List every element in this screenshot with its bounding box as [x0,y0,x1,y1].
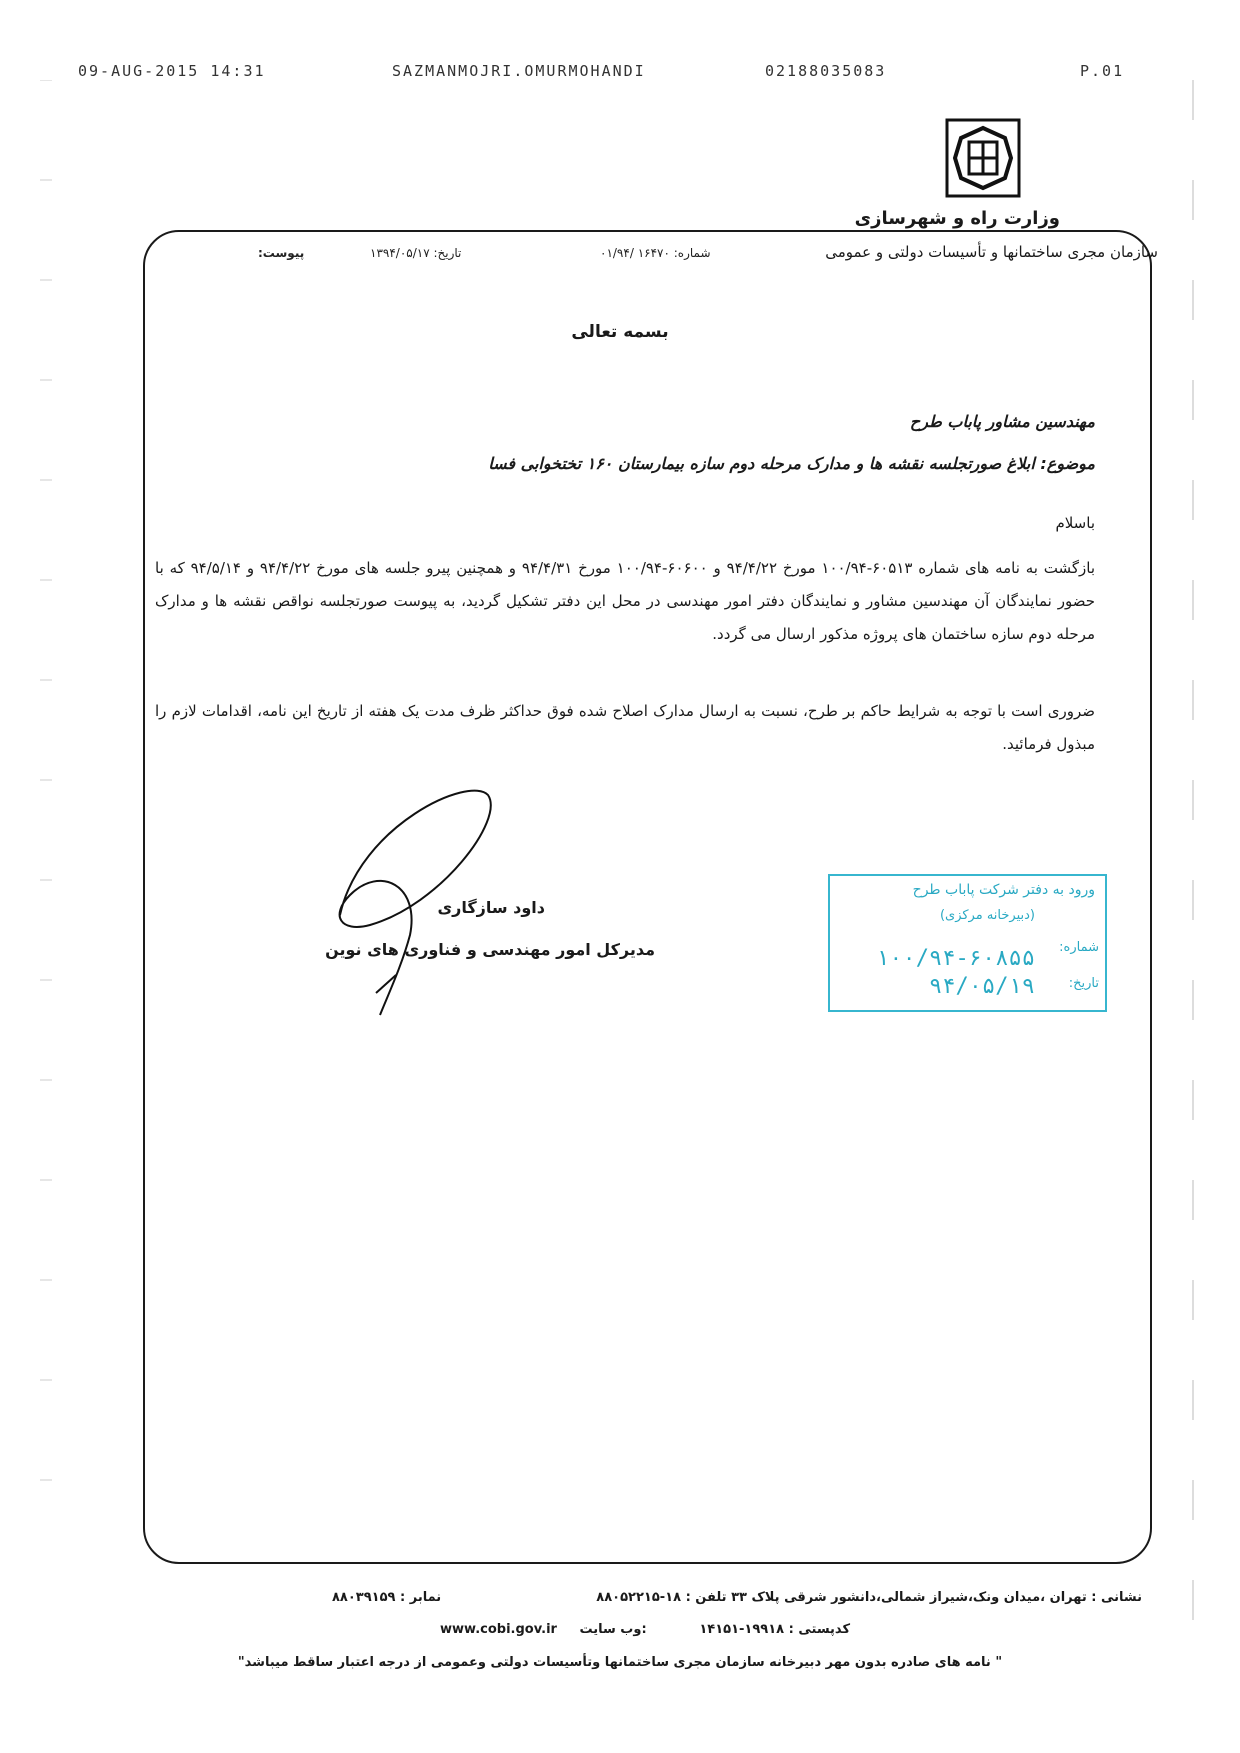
footer-website-label: وب سایت: [579,1622,647,1637]
letter-number: شماره: ۱۶۴۷۰ /۰۱/۹۴ [600,246,711,260]
scan-edge-marks [1190,80,1196,1680]
ministry-name: وزارت راه و شهرسازی [854,208,1060,229]
ministry-logo-icon [945,118,1021,198]
attachment-label: پیوست: [258,246,305,260]
fax-page-number: P.01 [1080,62,1125,80]
stamp-subtitle: (دبیرخانه مرکزی) [939,908,1035,923]
footer-address: نشانی : تهران ،میدان ونک،شیراز شمالی،دانشور شرقی پلاک ۳۳ تلفن : ۱۸-۸۸۰۵۲۲۱۵ [596,1590,1142,1605]
greeting: باسلام [1055,514,1095,532]
letter-heading: بسمه تعالی [571,322,669,342]
footer-website-url[interactable]: www.cobi.gov.ir [440,1622,557,1637]
body-paragraph-2: ضروری است با توجه به شرایط حاکم بر طرح، نسبت به ارسال مدارک اصلاح شده فوق حداکثر ظرف مدت یک هفته از تاریخ این نامه، اقدامات لازم را مبذول فرمائید. [155,702,1095,753]
subject-line: موضوع: ابلاغ صورتجلسه نقشه ها و مدارک مرحله دوم سازه بیمارستان ۱۶۰ تختخوابی فسا [488,454,1095,473]
received-stamp [828,874,1107,1012]
letter-date: تاریخ: ۱۳۹۴/۰۵/۱۷ [370,246,462,260]
stamp-number-label: شماره: [1059,940,1099,955]
footer-postal-code: کدپستی : ۱۹۹۱۸-۱۴۱۵۱ [699,1622,850,1637]
organization-name: سازمان مجری ساختمانها و تأسیسات دولتی و عمومی [825,243,1158,261]
stamp-title: ورود به دفتر شرکت پاباب طرح [912,882,1095,898]
footer-validity-note: " نامه های صادره بدون مهر دبیرخانه سازمان مجری ساختمانها وتأسیسات دولتی وعمومی از درجه اعتبار ساقط میباشد" [237,1655,1003,1670]
handwritten-signature [300,765,520,1025]
signatory-title: مدیرکل امور مهندسی و فناوری های نوین [325,940,655,959]
stamp-date-label: تاریخ: [1068,976,1099,991]
signatory-name: داود سازگاری [437,898,545,917]
fax-datetime: 09-AUG-2015 14:31 [78,62,266,80]
footer-fax: نمابر : ۸۸۰۳۹۱۵۹ [332,1590,442,1605]
fax-phone: 02188035083 [765,62,887,80]
fax-sender: SAZMANMOJRI.OMURMOHANDI [392,62,646,80]
body-paragraph-1: بازگشت به نامه های شماره ۶۰۵۱۳-۱۰۰/۹۴ مورخ ۹۴/۴/۲۲ و ۶۰۶۰۰-۱۰۰/۹۴ مورخ ۹۴/۴/۳۱ و همچنین پیرو جلسه های مورخ ۹۴/۴/۲۲ و ۹۴/۵/۱۴ که با حضور نمایندگان آن مهندسین مشاور و نمایندگان دفتر امور مهندسی در محل این دفتر تشکیل گردید، به پیوست صورتجلسه نواقص نقشه ها و مدارک مرحله دوم سازه ساختمان های پروژه مذکور ارسال می گردد. [155,559,1096,643]
recipient: مهندسین مشاور پاباب طرح [909,412,1095,431]
stamp-number-value: ۱۰۰/۹۴-۶۰۸۵۵ [876,946,1035,971]
stamp-date-value: ۹۴/۰۵/۱۹ [929,974,1035,999]
scan-edge-marks-left [38,80,52,1680]
footer-website [440,1622,647,1637]
